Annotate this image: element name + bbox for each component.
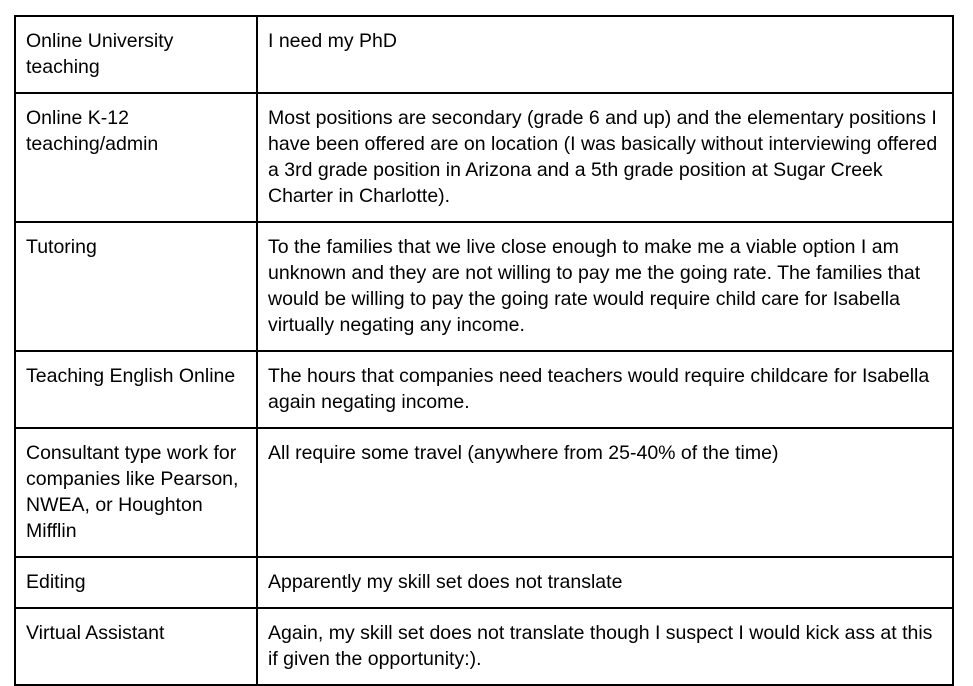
table-row xyxy=(15,16,953,93)
table-row xyxy=(15,428,953,557)
reason-cell: Again, my skill set does not translate though I suspect I would kick ass at this if given the opportunity:). xyxy=(257,608,953,685)
table-row xyxy=(15,557,953,608)
reason-cell: The hours that companies need teachers would require childcare for Isabella again negating income. xyxy=(257,351,953,428)
option-cell: Tutoring xyxy=(15,222,257,351)
option-cell: Editing xyxy=(15,557,257,608)
option-cell: Online K-12 teaching/admin xyxy=(15,93,257,222)
table-row xyxy=(15,93,953,222)
option-cell: Virtual Assistant xyxy=(15,608,257,685)
options-table xyxy=(14,15,954,686)
table-row xyxy=(15,351,953,428)
reason-cell: To the families that we live close enough to make me a viable option I am unknown and they are not willing to pay me the going rate. The families that would be willing to pay the going rate would require child care for Isabella virtually negating any income. xyxy=(257,222,953,351)
table-row xyxy=(15,608,953,685)
reason-cell: Most positions are secondary (grade 6 and up) and the elementary positions I have been offered are on location (I was basically without interviewing offered a 3rd grade position in Arizona and a 5th grade position at Sugar Creek Charter in Charlotte). xyxy=(257,93,953,222)
option-cell: Consultant type work for companies like Pearson, NWEA, or Houghton Mifflin xyxy=(15,428,257,557)
option-cell: Teaching English Online xyxy=(15,351,257,428)
table-row xyxy=(15,222,953,351)
reason-cell: I need my PhD xyxy=(257,16,953,93)
reason-cell: Apparently my skill set does not translate xyxy=(257,557,953,608)
reason-cell: All require some travel (anywhere from 25-40% of the time) xyxy=(257,428,953,557)
option-cell: Online University teaching xyxy=(15,16,257,93)
